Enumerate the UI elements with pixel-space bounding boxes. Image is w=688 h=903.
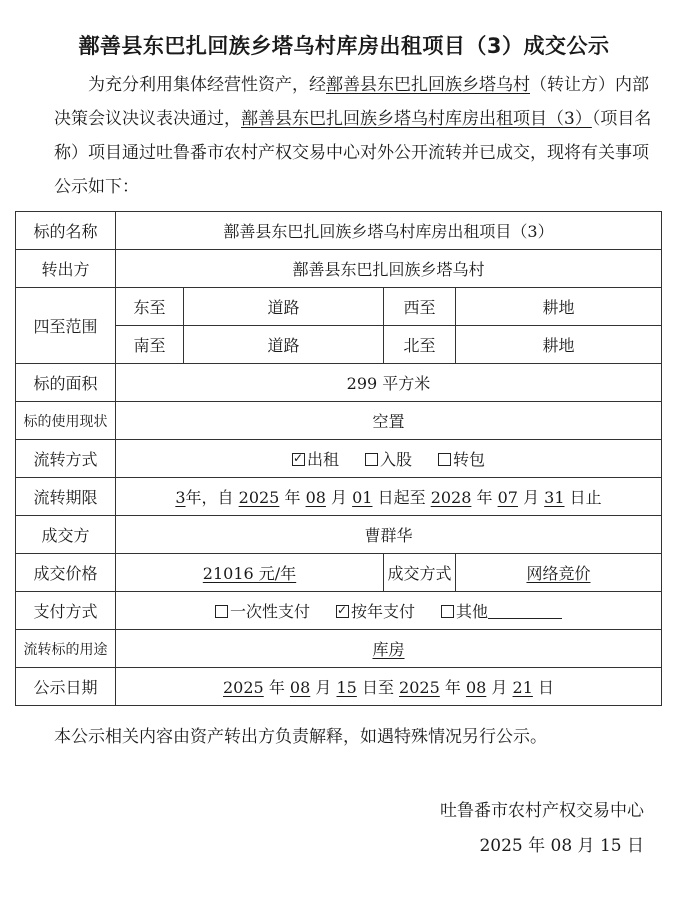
pay-option-lump: 一次性支付 bbox=[229, 602, 310, 621]
row-pubdate bbox=[16, 668, 662, 706]
pay-checkbox-other[interactable] bbox=[441, 605, 454, 618]
mode-checkbox-share[interactable] bbox=[365, 453, 378, 466]
price-amount: 21016 元/年 bbox=[202, 564, 297, 583]
north-label: 北至 bbox=[384, 326, 456, 364]
pubdate-text: 月 bbox=[491, 678, 508, 697]
name-label: 标的名称 bbox=[16, 212, 116, 250]
method-value-text: 网络竞价 bbox=[526, 564, 591, 583]
method-label-text: 成交方式 bbox=[387, 564, 452, 583]
east-label: 东至 bbox=[116, 288, 184, 326]
term-end-day: 31 bbox=[544, 488, 565, 507]
pub-end-day: 21 bbox=[512, 678, 533, 697]
pub-end-year: 2025 bbox=[399, 678, 440, 697]
pub-start-year: 2025 bbox=[223, 678, 264, 697]
intro-text-2: （转让方）内部决策会议决议表决通过， bbox=[54, 75, 649, 129]
transferor-value: 鄯善县东巴扎回族乡塔乌村 bbox=[116, 250, 662, 288]
pub-end-month: 08 bbox=[465, 678, 487, 697]
pubdate-text: 年 bbox=[444, 678, 461, 697]
row-price bbox=[16, 554, 662, 592]
intro-project: 鄯善县东巴扎回族乡塔乌村库房出租项目（3） bbox=[241, 109, 592, 129]
mode-option-rent: 出租 bbox=[306, 450, 339, 469]
pubdate-text: 年 bbox=[268, 678, 285, 697]
mode-options bbox=[116, 440, 662, 478]
row-name bbox=[16, 212, 662, 250]
term-text: 日起至 bbox=[377, 488, 426, 507]
term-end-year: 2028 bbox=[430, 488, 472, 507]
pub-start-day: 15 bbox=[336, 678, 357, 697]
pubdate-label: 公示日期 bbox=[16, 668, 116, 706]
mode-label: 流转方式 bbox=[16, 440, 116, 478]
winner-value: 曹群华 bbox=[116, 516, 662, 554]
intro-paragraph bbox=[54, 68, 654, 204]
status-value: 空置 bbox=[116, 402, 662, 440]
area-label: 标的面积 bbox=[16, 364, 116, 402]
mode-checkbox-sublease[interactable] bbox=[438, 453, 451, 466]
name-value: 鄯善县东巴扎回族乡塔乌村库房出租项目（3） bbox=[116, 212, 662, 250]
row-use bbox=[16, 630, 662, 668]
status-label: 标的使用现状 bbox=[16, 402, 116, 440]
term-value bbox=[116, 478, 662, 516]
mode-option-share: 入股 bbox=[379, 450, 412, 469]
intro-text-3: （项目名称）项目通过吐鲁番市农村产权交易中心对外公开流转并已成交，现将有关事项公示如下： bbox=[54, 109, 652, 197]
row-winner bbox=[16, 516, 662, 554]
pubdate-value bbox=[116, 668, 662, 706]
term-start-month: 08 bbox=[305, 488, 326, 507]
price-label: 成交价格 bbox=[16, 554, 116, 592]
winner-label: 成交方 bbox=[16, 516, 116, 554]
term-text: 年，自 bbox=[185, 488, 234, 507]
pubdate-text: 日至 bbox=[361, 678, 394, 697]
row-transferor bbox=[16, 250, 662, 288]
issuer-org: 吐鲁番市农村产权交易中心 bbox=[440, 801, 644, 821]
issue-date: 2025 年 08 月 15 日 bbox=[479, 836, 644, 856]
pay-option-yearly: 按年支付 bbox=[350, 602, 415, 621]
mode-checkbox-rent[interactable] bbox=[292, 453, 305, 466]
pay-label: 支付方式 bbox=[16, 592, 116, 630]
use-value bbox=[116, 630, 662, 668]
term-end-month: 07 bbox=[497, 488, 518, 507]
transferor-label: 转出方 bbox=[16, 250, 116, 288]
west-value: 耕地 bbox=[456, 288, 662, 326]
term-start-year: 2025 bbox=[238, 488, 280, 507]
pay-checkbox-lump[interactable] bbox=[215, 605, 228, 618]
south-value: 道路 bbox=[184, 326, 384, 364]
pay-checkbox-yearly[interactable] bbox=[336, 605, 349, 618]
term-start-day: 01 bbox=[352, 488, 373, 507]
row-status bbox=[16, 402, 662, 440]
term-text: 年 bbox=[284, 488, 301, 507]
row-payment bbox=[16, 592, 662, 630]
area-value: 299 平方米 bbox=[116, 364, 662, 402]
row-area bbox=[16, 364, 662, 402]
east-value: 道路 bbox=[184, 288, 384, 326]
south-label: 南至 bbox=[116, 326, 184, 364]
term-text: 年 bbox=[476, 488, 493, 507]
method-value bbox=[456, 554, 662, 592]
footer-note: 本公示相关内容由资产转出方负责解释，如遇特殊情况另行公示。 bbox=[54, 727, 547, 747]
north-value: 耕地 bbox=[456, 326, 662, 364]
intro-text-1: 为充分利用集体经营性资产，经 bbox=[88, 75, 326, 95]
pay-other-blank bbox=[488, 604, 562, 619]
method-label bbox=[384, 554, 456, 592]
term-years: 3 bbox=[175, 488, 186, 507]
term-text: 日止 bbox=[569, 488, 602, 507]
price-value bbox=[116, 554, 384, 592]
row-mode bbox=[16, 440, 662, 478]
pub-start-month: 08 bbox=[289, 678, 311, 697]
pubdate-text: 日 bbox=[537, 678, 554, 697]
row-term bbox=[16, 478, 662, 516]
intro-transferor: 鄯善县东巴扎回族乡塔乌村 bbox=[326, 75, 530, 95]
term-label: 流转期限 bbox=[16, 478, 116, 516]
page-title: 鄯善县东巴扎回族乡塔乌村库房出租项目（3）成交公示 bbox=[78, 34, 610, 58]
use-label: 流转标的用途 bbox=[16, 630, 116, 668]
pay-options bbox=[116, 592, 662, 630]
row-boundary-1 bbox=[16, 288, 662, 326]
pubdate-text: 月 bbox=[315, 678, 332, 697]
announcement-table bbox=[15, 211, 662, 706]
pay-option-other: 其他 bbox=[456, 602, 489, 621]
mode-option-sublease: 转包 bbox=[453, 450, 486, 469]
term-text: 月 bbox=[523, 488, 540, 507]
boundary-label: 四至范围 bbox=[16, 288, 116, 364]
use-value-text: 库房 bbox=[372, 640, 405, 659]
term-text: 月 bbox=[331, 488, 348, 507]
west-label: 西至 bbox=[384, 288, 456, 326]
